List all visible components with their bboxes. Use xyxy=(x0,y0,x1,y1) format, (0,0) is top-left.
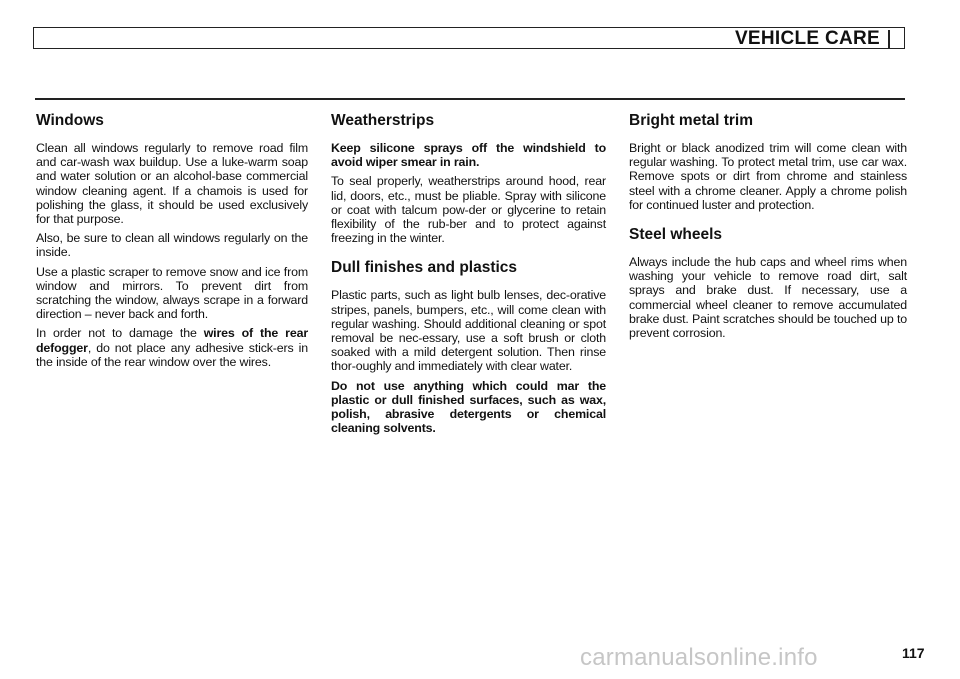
column-trim-wheels xyxy=(629,112,907,345)
column-weatherstrips xyxy=(331,112,606,440)
windows-paragraph-3: Use a plastic scraper to remove snow and ice from window and mirrors. To prevent dirt from scratching the window, always scrape in a forward direction – never back and forth. xyxy=(36,264,308,322)
trim-paragraph: Bright or black anodized trim will come clean with regular washing. To protect metal trim, use car wax. Remove spots or dirt from chrome and stainless steel with a chrome cleaner. Apply a chrome polish for continued luster and protection. xyxy=(629,141,907,212)
heading-bright-metal-trim: Bright metal trim xyxy=(629,112,754,129)
heading-windows: Windows xyxy=(36,112,104,129)
header-divider xyxy=(888,30,890,48)
heading-dull-finishes: Dull finishes and plastics xyxy=(331,259,518,277)
windows-p4-end: , do not place any adhesive stick-ers in the inside of the rear window over the wires. xyxy=(36,340,308,369)
horizontal-rule xyxy=(35,98,905,100)
wheels-paragraph: Always include the hub caps and wheel rims when washing your vehicle to remove road dirt, salt sprays and brake dust. If necessary, use a commercial wheel cleaner to remove accumulated brake dust. Paint scratches should be touched up to prevent corrosion. xyxy=(629,255,907,341)
column-windows xyxy=(36,112,308,374)
page-header xyxy=(33,27,905,49)
heading-steel-wheels: Steel wheels xyxy=(629,226,723,244)
windows-paragraph-2: Also, be sure to clean all windows regularly on the inside. xyxy=(36,231,308,260)
watermark-text: carmanualsonline.info xyxy=(580,644,818,671)
windows-paragraph-4 xyxy=(36,326,308,369)
dull-finishes-warning: Do not use anything which could mar the plastic or dull finished surfaces, such as wax, polish, abrasive detergents or chemical cleaning solvents. xyxy=(331,378,606,436)
heading-weatherstrips: Weatherstrips xyxy=(331,112,435,129)
page-number: 117 xyxy=(902,645,925,661)
weatherstrips-warning: Keep silicone sprays off the windshield to avoid wiper smear in rain. xyxy=(331,141,606,170)
section-title: VEHICLE CARE xyxy=(734,28,880,49)
windows-p4-bold: wires of the rear defogger xyxy=(36,326,308,355)
weatherstrips-paragraph: To seal properly, weatherstrips around hood, rear lid, doors, etc., must be pliable. Spray with silicone or coat with talcum pow-der or glycerine to retain flexibility of the rub-ber and to protect against freezing in the winter. xyxy=(331,174,606,246)
dull-finishes-paragraph: Plastic parts, such as light bulb lenses, dec-orative stripes, panels, bumpers, etc., will come clean with regular washing. Should additional cleaning or spot removal be nec-essary, use a soft brush or cloth soaked with a mild detergent solution. Then rinse thor-oughly and immediately with clear water. xyxy=(331,288,606,374)
windows-p4-start: In order not to damage the xyxy=(36,326,204,341)
windows-paragraph-1: Clean all windows regularly to remove road film and car-wash wax buildup. Use a luke-warm soap and water solution or an alcohol-base commercial window cleaning agent. If a chamois is used for polishing the glass, it should be used exclusively for that purpose. xyxy=(36,141,308,227)
